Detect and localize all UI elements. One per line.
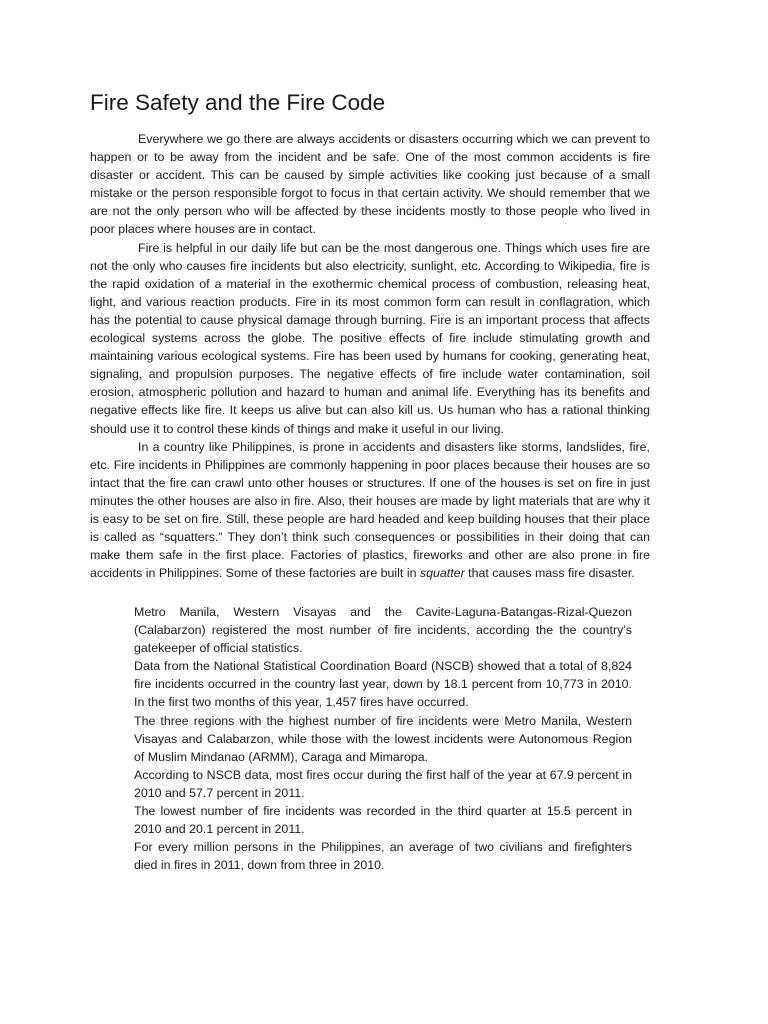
paragraph-1: Everywhere we go there are always accidents or disasters occurring which we can prevent to happen or to be away from the incident and be safe. One of the most common accidents is fire disaster or accident. This can be caused by simple activities like cooking just because of a small mistake or the person responsible forgot to focus in that certain activity. We should remember that we are not the only person who will be affected by these incidents mostly to those people who lived in poor places where houses are in contact.	[90, 132, 650, 237]
quote-line-3: The three regions with the highest number of fire incidents were Metro Manila, Western Visayas and Calabarzon, while those with the lowest incidents were Autonomous Region of Muslim Mindanao (ARMM), Caraga and Mimaropa.	[134, 713, 632, 764]
paragraph-3	[90, 438, 650, 583]
quote-line-4: According to NSCB data, most fires occur during the first half of the year at 67.9 percent in 2010 and 57.7 percent in 2011.	[134, 767, 632, 800]
document-title: Fire Safety and the Fire Code	[90, 90, 386, 115]
quote-line-5: The lowest number of fire incidents was recorded in the third quarter at 15.5 percent in 2010 and 20.1 percent in 2011.	[134, 804, 632, 837]
document-body	[90, 88, 650, 582]
paragraph-2: Fire is helpful in our daily life but can be the most dangerous one. Things which uses fire are not the only who causes fire incidents but also electricity, sunlight, etc. According to Wikipedia, fire is the rapid oxidation of a material in the exothermic chemical process of combustion, releasing heat, light, and various reaction products. Fire in its most common form can result in conflagration, which has the potential to cause physical damage through burning. Fire is an important process that affects ecological systems across the globe. The positive effects of fire include stimulating growth and maintaining various ecological systems. Fire has been used by humans for cooking, generating heat, signaling, and propulsion purposes. The negative effects of fire include water contamination, soil erosion, atmospheric pollution and hazard to human and animal life. Everything has its benefits and negative effects like fire. It keeps us alive but can also kill us. Us human who has a rational thinking should use it to control these kinds of things and make it useful in our living.	[90, 240, 650, 436]
paragraph-3-italic: squatter	[419, 566, 465, 581]
paragraph-3-end: that causes mass fire disaster.	[464, 566, 635, 581]
quote-line-1: Metro Manila, Western Visayas and the Cavite-Laguna-Batangas-Rizal-Quezon (Calabarzon) registered the most number of fire incidents, according the the country’s gatekeeper of official statistics.	[134, 605, 632, 656]
paragraph-3-text: In a country like Philippines, is prone in accidents and disasters like storms, landslides, fire, etc. Fire incidents in Philippines are commonly happening in poor places because their houses are so intact that the fire can crawl unto other houses or structures. If one of the houses is set on fire in just minutes the other houses are also in fire. Also, their houses are made by light materials that are why it is easy to be set on fire. Still, these people are hard headed and keep building houses that their place is called as “squatters.” They don’t think such consequences or possibilities in their doing that can make them safe in the first place. Factories of plastics, fireworks and other are also prone in fire accidents in Philippines. Some of these factories are built in	[90, 439, 650, 581]
statistics-quote-block	[134, 603, 632, 874]
quote-line-2: Data from the National Statistical Coordination Board (NSCB) showed that a total of 8,824 fire incidents occurred in the country last year, down by 18.1 percent from 10,773 in 2010. In the first two months of this year, 1,457 fires have occurred.	[134, 659, 632, 710]
quote-line-6: For every million persons in the Philippines, an average of two civilians and firefighters died in fires in 2011, down from three in 2010.	[134, 840, 632, 873]
